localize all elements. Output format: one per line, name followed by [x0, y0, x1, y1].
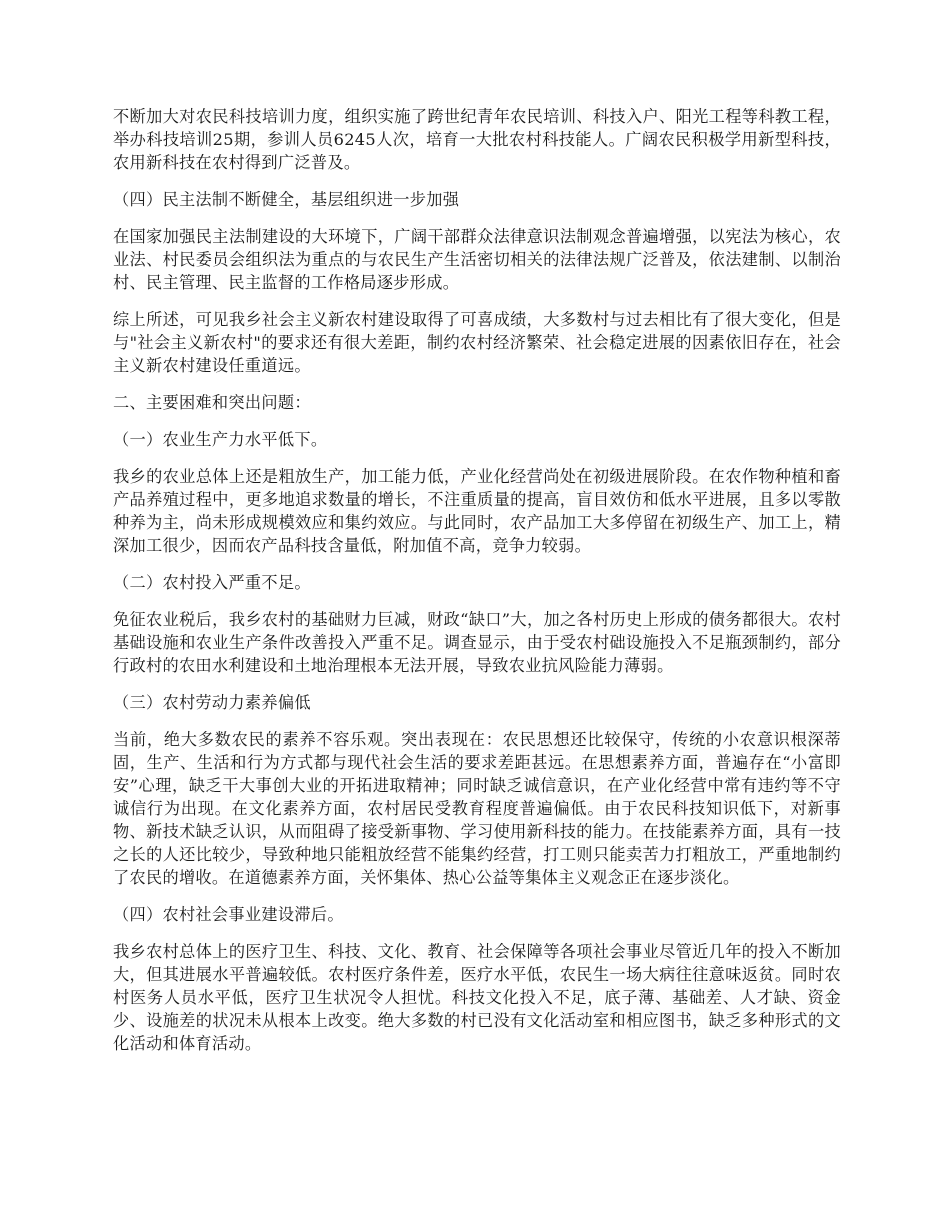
subsection-heading-social-undertakings: （四）农村社会事业建设滞后。	[113, 905, 344, 924]
paragraph-legal-awareness: 在国家加强民主法制建设的大环境下，广阔干部群众法律意识法制观念普遍增强，以宪法为核心，农业法、村民委员会组织法为重点的与农民生产生活密切相关的法律法规广泛普及，依法建制、以制治村、民主管理、民主监督的工作格局逐步形成。	[113, 227, 841, 292]
paragraph-labor-quality: 当前，绝大多数农民的素养不容乐观。突出表现在：农民思想还比较保守，传统的小农意识根深蒂固，生产、生活和行为方式都与现代社会生活的要求差距甚远。在思想素养方面，普遍存在“小富即安”心理，缺乏干大事创大业的开拓进取精神；同时缺乏诚信意识，在产业化经营中常有违约等不守诚信行为出现。在文化素养方面，农村居民受教育程度普遍偏低。由于农民科技知识低下，对新事物、新技术缺乏认识，从而阻碍了接受新事物、学习使用新科技的能力。在技能素养方面，具有一技之长的人还比较少，导致种地只能粗放经营不能集约经营，打工则只能卖苦力打粗放工，严重地制约了农民的增收。在道德素养方面，关怀集体、热心公益等集体主义观念正在逐步淡化。	[113, 730, 841, 887]
section-heading-democracy-law: （四）民主法制不断健全，基层组织进一步加强	[113, 190, 460, 209]
subsection-heading-labor-quality: （三）农村劳动力素养偏低	[113, 693, 311, 712]
section-heading-main-problems: 二、主要困难和突出问题：	[113, 393, 311, 412]
subsection-heading-investment: （二）农村投入严重不足。	[113, 573, 311, 592]
subsection-heading-productivity: （一）农业生产力水平低下。	[113, 430, 328, 449]
paragraph-productivity: 我乡的农业总体上还是粗放生产，加工能力低，产业化经营尚处在初级进展阶段。在农作物种植和畜产品养殖过程中，更多地追求数量的增长，不注重质量的提高，盲目效仿和低水平进展，且多以零散种养为主，尚未形成规模效应和集约效应。与此同时，农产品加工大多停留在初级生产、加工上，精深加工很少，因而农产品科技含量低，附加值不高，竞争力较弱。	[113, 467, 841, 555]
paragraph-investment: 免征农业税后，我乡农村的基础财力巨减，财政“缺口”大，加之各村历史上形成的债务都很大。农村基础设施和农业生产条件改善投入严重不足。调查显示，由于受农村础设施投入不足瓶颈制约，部分行政村的农田水利建设和土地治理根本无法开展，导致农业抗风险能力薄弱。	[113, 610, 841, 675]
paragraph-summary: 综上所述，可见我乡社会主义新农村建设取得了可喜成绩，大多数村与过去相比有了很大变化，但是与"社会主义新农村"的要求还有很大差距，制约农村经济繁荣、社会稳定进展的因素依旧存在，社会主义新农村建设任重道远。	[113, 310, 841, 375]
document-page	[113, 105, 841, 1069]
paragraph-social-undertakings: 我乡农村总体上的医疗卫生、科技、文化、教育、社会保障等各项社会事业尽管近几年的投入不断加大，但其进展水平普遍较低。农村医疗条件差，医疗水平低，农民生一场大病往往意味返贫。同时农村医务人员水平低，医疗卫生状况令人担忧。科技文化投入不足，底子薄、基础差、人才缺、资金少、设施差的状况未从根本上改变。绝大多数的村已没有文化活动室和相应图书，缺乏多种形式的文化活动和体育活动。	[113, 942, 841, 1053]
paragraph-farmer-tech-training: 不断加大对农民科技培训力度，组织实施了跨世纪青年农民培训、科技入户、阳光工程等科教工程，举办科技培训25期，参训人员6245人次，培育一大批农村科技能人。广阔农民积极学用新型科技，农用新科技在农村得到广泛普及。	[113, 107, 841, 172]
